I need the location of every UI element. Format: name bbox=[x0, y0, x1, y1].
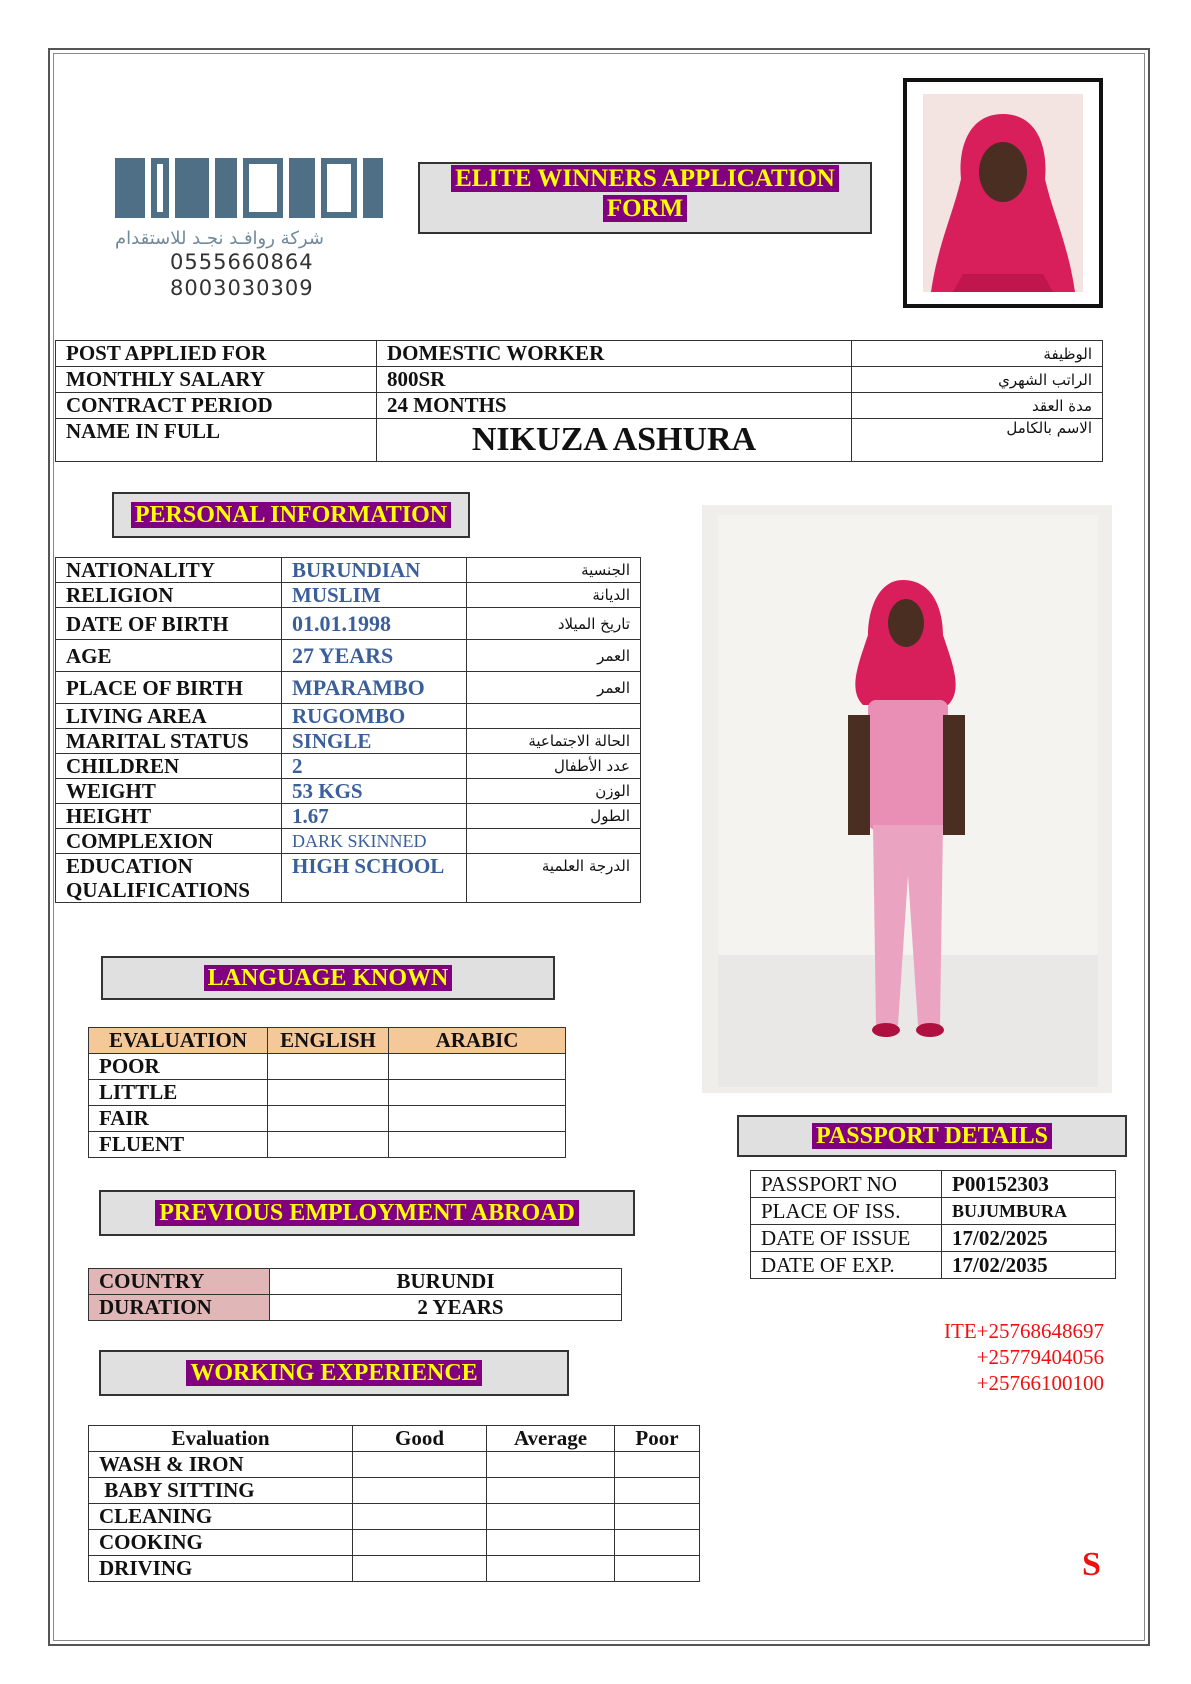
work-col-evaluation: Evaluation bbox=[89, 1426, 353, 1452]
table-row bbox=[89, 1132, 566, 1158]
form-title-line1: ELITE WINNERS APPLICATION bbox=[451, 165, 839, 192]
passport-label: DATE OF ISSUE bbox=[751, 1225, 942, 1252]
personal-ar: عدد الأطفال bbox=[467, 754, 641, 779]
post-ar: الوظيفة bbox=[852, 341, 1103, 367]
arabic-cell[interactable] bbox=[389, 1054, 566, 1080]
job-details-table bbox=[55, 340, 1103, 462]
personal-label: PLACE OF BIRTH bbox=[56, 672, 282, 704]
language-title: LANGUAGE KNOWN bbox=[204, 965, 453, 991]
average-cell[interactable] bbox=[487, 1504, 615, 1530]
language-level: LITTLE bbox=[89, 1080, 268, 1106]
table-row bbox=[56, 672, 641, 704]
personal-label: CHILDREN bbox=[56, 754, 282, 779]
passport-label: PASSPORT NO bbox=[751, 1171, 942, 1198]
logo-mark bbox=[115, 158, 385, 218]
personal-value: 53 KGS bbox=[282, 779, 467, 804]
passport-title: PASSPORT DETAILS bbox=[812, 1123, 1052, 1149]
personal-label: DATE OF BIRTH bbox=[56, 608, 282, 640]
personal-label: NATIONALITY bbox=[56, 558, 282, 583]
personal-info-table bbox=[55, 557, 641, 903]
table-row bbox=[56, 854, 641, 903]
passport-table bbox=[750, 1170, 1116, 1279]
personal-ar: العمر bbox=[467, 672, 641, 704]
skill-label: CLEANING bbox=[89, 1504, 353, 1530]
table-row bbox=[751, 1198, 1116, 1225]
table-row bbox=[751, 1252, 1116, 1279]
salary-ar: الراتب الشهري bbox=[852, 367, 1103, 393]
passport-value: BUJUMBURA bbox=[942, 1198, 1116, 1225]
post-label: POST APPLIED FOR bbox=[56, 341, 377, 367]
personal-info-header bbox=[112, 492, 470, 538]
table-row bbox=[56, 341, 1103, 367]
skill-label: BABY SITTING bbox=[89, 1478, 353, 1504]
personal-label: WEIGHT bbox=[56, 779, 282, 804]
arabic-cell[interactable] bbox=[389, 1132, 566, 1158]
language-header bbox=[101, 956, 555, 1000]
poor-cell[interactable] bbox=[615, 1504, 700, 1530]
average-cell[interactable] bbox=[487, 1530, 615, 1556]
salary-value: 800SR bbox=[377, 367, 852, 393]
good-cell[interactable] bbox=[353, 1556, 487, 1582]
table-row bbox=[56, 583, 641, 608]
form-title bbox=[418, 162, 872, 234]
contract-value: 24 MONTHS bbox=[377, 393, 852, 419]
poor-cell[interactable] bbox=[615, 1556, 700, 1582]
table-row bbox=[89, 1269, 622, 1295]
personal-ar bbox=[467, 704, 641, 729]
table-row bbox=[56, 779, 641, 804]
language-level: FAIR bbox=[89, 1106, 268, 1132]
company-logo bbox=[115, 158, 385, 318]
table-row bbox=[56, 558, 641, 583]
country-value: BURUNDI bbox=[270, 1269, 622, 1295]
good-cell[interactable] bbox=[353, 1478, 487, 1504]
poor-cell[interactable] bbox=[615, 1478, 700, 1504]
personal-ar: الطول bbox=[467, 804, 641, 829]
contact-number: +25766100100 bbox=[976, 1371, 1104, 1395]
table-row bbox=[56, 829, 641, 854]
country-label: COUNTRY bbox=[89, 1269, 270, 1295]
language-level: POOR bbox=[89, 1054, 268, 1080]
table-row bbox=[56, 804, 641, 829]
form-title-line2: FORM bbox=[603, 195, 687, 222]
english-cell[interactable] bbox=[268, 1054, 389, 1080]
arabic-cell[interactable] bbox=[389, 1106, 566, 1132]
table-row bbox=[751, 1171, 1116, 1198]
work-col-poor: Poor bbox=[615, 1426, 700, 1452]
personal-value: MPARAMBO bbox=[282, 672, 467, 704]
previous-employment-table bbox=[88, 1268, 622, 1321]
poor-cell[interactable] bbox=[615, 1530, 700, 1556]
skill-label: COOKING bbox=[89, 1530, 353, 1556]
language-level: FLUENT bbox=[89, 1132, 268, 1158]
working-experience-table bbox=[88, 1425, 700, 1582]
table-row bbox=[89, 1556, 700, 1582]
previous-employment-header bbox=[99, 1190, 635, 1236]
personal-value: BURUNDIAN bbox=[282, 558, 467, 583]
personal-value: 2 bbox=[282, 754, 467, 779]
lang-col-evaluation: EVALUATION bbox=[89, 1028, 268, 1054]
table-header-row bbox=[89, 1028, 566, 1054]
personal-ar: العمر bbox=[467, 640, 641, 672]
personal-value: DARK SKINNED bbox=[282, 829, 467, 854]
table-row bbox=[89, 1054, 566, 1080]
table-row bbox=[89, 1106, 566, 1132]
poor-cell[interactable] bbox=[615, 1452, 700, 1478]
passport-label: DATE OF EXP. bbox=[751, 1252, 942, 1279]
logo-phone-1: 0555660864 bbox=[170, 250, 314, 274]
full-name-value: NIKUZA ASHURA bbox=[377, 419, 852, 462]
previous-employment-title: PREVIOUS EMPLOYMENT ABROAD bbox=[155, 1200, 579, 1226]
table-row bbox=[56, 704, 641, 729]
working-experience-title: WORKING EXPERIENCE bbox=[186, 1360, 481, 1386]
personal-ar: الديانة bbox=[467, 583, 641, 608]
table-row bbox=[751, 1225, 1116, 1252]
lang-col-arabic: ARABIC bbox=[389, 1028, 566, 1054]
work-col-average: Average bbox=[487, 1426, 615, 1452]
table-row bbox=[56, 729, 641, 754]
personal-label: EDUCATION QUALIFICATIONS bbox=[56, 854, 282, 903]
good-cell[interactable] bbox=[353, 1504, 487, 1530]
passport-header bbox=[737, 1115, 1127, 1157]
arabic-cell[interactable] bbox=[389, 1080, 566, 1106]
personal-ar: الوزن bbox=[467, 779, 641, 804]
contact-number: ITE+25768648697 bbox=[944, 1319, 1104, 1343]
personal-ar bbox=[467, 829, 641, 854]
logo-phone-2: 8003030309 bbox=[170, 276, 314, 300]
table-row bbox=[89, 1504, 700, 1530]
table-row bbox=[56, 608, 641, 640]
table-row bbox=[89, 1452, 700, 1478]
table-row bbox=[56, 393, 1103, 419]
personal-label: RELIGION bbox=[56, 583, 282, 608]
passport-value: P00152303 bbox=[942, 1171, 1116, 1198]
english-cell[interactable] bbox=[268, 1080, 389, 1106]
lang-col-english: ENGLISH bbox=[268, 1028, 389, 1054]
personal-ar: الجنسية bbox=[467, 558, 641, 583]
personal-info-title: PERSONAL INFORMATION bbox=[131, 502, 451, 528]
passport-value: 17/02/2025 bbox=[942, 1225, 1116, 1252]
full-body-photo bbox=[702, 505, 1112, 1093]
post-value: DOMESTIC WORKER bbox=[377, 341, 852, 367]
personal-label: COMPLEXION bbox=[56, 829, 282, 854]
passport-value: 17/02/2035 bbox=[942, 1252, 1116, 1279]
english-cell[interactable] bbox=[268, 1106, 389, 1132]
personal-label: LIVING AREA bbox=[56, 704, 282, 729]
personal-label: MARITAL STATUS bbox=[56, 729, 282, 754]
table-row bbox=[89, 1295, 622, 1321]
table-row bbox=[56, 754, 641, 779]
passport-label: PLACE OF ISS. bbox=[751, 1198, 942, 1225]
table-row bbox=[89, 1478, 700, 1504]
personal-value: HIGH SCHOOL bbox=[282, 854, 467, 903]
table-row bbox=[89, 1530, 700, 1556]
skill-label: WASH & IRON bbox=[89, 1452, 353, 1478]
contract-ar: مدة العقد bbox=[852, 393, 1103, 419]
table-row bbox=[89, 1080, 566, 1106]
personal-label: AGE bbox=[56, 640, 282, 672]
good-cell[interactable] bbox=[353, 1530, 487, 1556]
contact-number: +25779404056 bbox=[976, 1345, 1104, 1369]
contract-label: CONTRACT PERIOD bbox=[56, 393, 377, 419]
salary-label: MONTHLY SALARY bbox=[56, 367, 377, 393]
personal-value: 1.67 bbox=[282, 804, 467, 829]
name-label: NAME IN FULL bbox=[56, 419, 377, 462]
personal-value: SINGLE bbox=[282, 729, 467, 754]
good-cell[interactable] bbox=[353, 1452, 487, 1478]
working-experience-header bbox=[99, 1350, 569, 1396]
table-row bbox=[56, 640, 641, 672]
personal-ar: تاريخ الميلاد bbox=[467, 608, 641, 640]
table-row bbox=[56, 419, 1103, 462]
duration-label: DURATION bbox=[89, 1295, 270, 1321]
table-row bbox=[56, 367, 1103, 393]
duration-value: 2 YEARS bbox=[270, 1295, 622, 1321]
personal-ar: الحالة الاجتماعية bbox=[467, 729, 641, 754]
corner-mark: S bbox=[1082, 1546, 1101, 1583]
personal-value: 01.01.1998 bbox=[282, 608, 467, 640]
personal-value: RUGOMBO bbox=[282, 704, 467, 729]
average-cell[interactable] bbox=[487, 1478, 615, 1504]
personal-value: 27 YEARS bbox=[282, 640, 467, 672]
language-table bbox=[88, 1027, 566, 1158]
personal-value: MUSLIM bbox=[282, 583, 467, 608]
table-header-row bbox=[89, 1426, 700, 1452]
personal-ar: الدرجة العلمية bbox=[467, 854, 641, 903]
english-cell[interactable] bbox=[268, 1132, 389, 1158]
contact-numbers bbox=[890, 1318, 1104, 1396]
personal-label: HEIGHT bbox=[56, 804, 282, 829]
skill-label: DRIVING bbox=[89, 1556, 353, 1582]
logo-arabic-name: شركة روافـد نجـد للاستقدام bbox=[115, 228, 324, 249]
headshot-photo bbox=[903, 78, 1103, 308]
average-cell[interactable] bbox=[487, 1452, 615, 1478]
average-cell[interactable] bbox=[487, 1556, 615, 1582]
name-ar: الاسم بالكامل bbox=[852, 419, 1103, 462]
work-col-good: Good bbox=[353, 1426, 487, 1452]
